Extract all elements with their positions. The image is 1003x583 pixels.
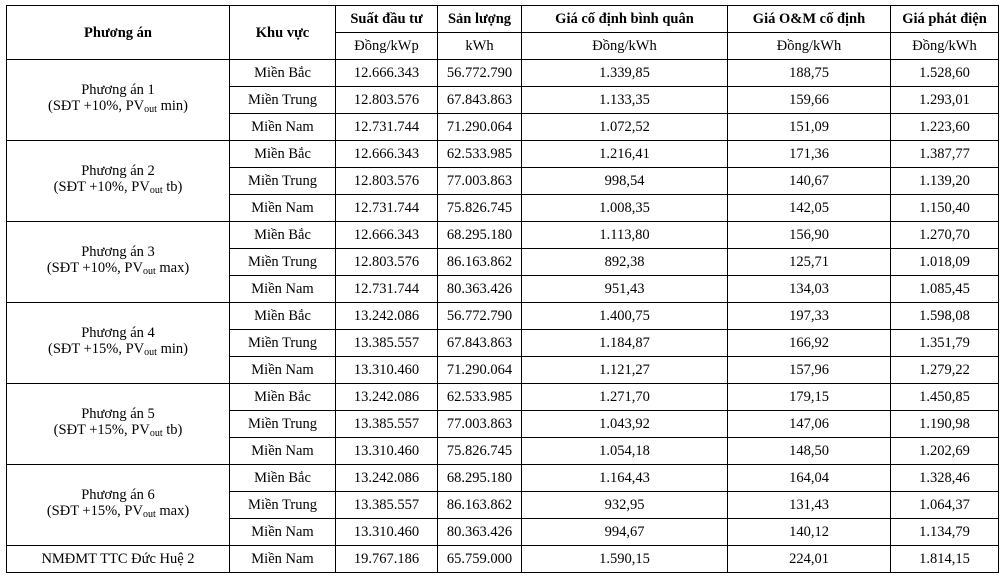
cell-suat-dau-tu: 13.242.086 [336, 465, 438, 492]
plan-desc-suffix: min) [156, 98, 188, 114]
plan-desc-prefix: (SĐT +15%, PV [48, 341, 145, 357]
cell-gia-om: 151,09 [728, 114, 891, 141]
plan-desc-suffix: tb) [162, 422, 183, 438]
plan-desc-subscript: out [142, 266, 156, 277]
cell-gia-om: 156,90 [728, 222, 891, 249]
cell-gia-phat-dien: 1.018,09 [891, 249, 999, 276]
plan-name: Phương án 2 [81, 163, 155, 179]
plan-desc-suffix: max) [155, 503, 190, 519]
cell-san-luong: 68.295.180 [438, 465, 522, 492]
cell-gia-co-dinh: 892,38 [522, 249, 728, 276]
cell-gia-phat-dien: 1.351,79 [891, 330, 999, 357]
cell-gia-co-dinh: 1.072,52 [522, 114, 728, 141]
plan-cell [7, 60, 230, 141]
cell-gia-co-dinh: 1.113,80 [522, 222, 728, 249]
cell-gia-om: 125,71 [728, 249, 891, 276]
cell-san-luong: 56.772.790 [438, 303, 522, 330]
cell-san-luong: 75.826.745 [438, 438, 522, 465]
cell-gia-om: 188,75 [728, 60, 891, 87]
cell-gia-co-dinh: 1.184,87 [522, 330, 728, 357]
cell-khu-vuc: Miền Bắc [230, 60, 336, 87]
plan-desc-suffix: tb) [162, 179, 183, 195]
cell-san-luong: 65.759.000 [438, 546, 522, 573]
cell-khu-vuc: Miền Trung [230, 168, 336, 195]
cell-khu-vuc: Miền Trung [230, 492, 336, 519]
cell-gia-phat-dien: 1.450,85 [891, 384, 999, 411]
plan-desc-prefix: (SĐT +10%, PV [53, 179, 150, 195]
header-phuong-an: Phương án [7, 6, 230, 60]
cell-suat-dau-tu: 13.310.460 [336, 438, 438, 465]
cell-suat-dau-tu: 12.731.744 [336, 114, 438, 141]
cell-san-luong: 80.363.426 [438, 276, 522, 303]
cell-gia-om: 179,15 [728, 384, 891, 411]
table-row [7, 465, 999, 492]
cell-gia-phat-dien: 1.814,15 [891, 546, 999, 573]
cell-gia-phat-dien: 1.223,60 [891, 114, 999, 141]
unit-gia-co-dinh: Đồng/kWh [522, 33, 728, 60]
plan-desc-subscript: out [149, 428, 163, 439]
cell-gia-om: 134,03 [728, 276, 891, 303]
cell-gia-co-dinh: 1.164,43 [522, 465, 728, 492]
cell-gia-om: 131,43 [728, 492, 891, 519]
cell-gia-phat-dien: 1.064,37 [891, 492, 999, 519]
cell-gia-co-dinh: 998,54 [522, 168, 728, 195]
cell-khu-vuc: Miền Nam [230, 114, 336, 141]
cell-gia-om: 164,04 [728, 465, 891, 492]
table-row-final [7, 546, 999, 573]
plan-desc-suffix: max) [155, 260, 190, 276]
plan-desc-prefix: (SĐT +15%, PV [53, 422, 150, 438]
cell-khu-vuc: Miền Nam [230, 276, 336, 303]
plan-desc-subscript: out [144, 347, 157, 358]
unit-suat-dau-tu: Đồng/kWp [336, 33, 438, 60]
cell-khu-vuc: Miền Trung [230, 411, 336, 438]
cell-gia-om: 157,96 [728, 357, 891, 384]
cell-san-luong: 71.290.064 [438, 114, 522, 141]
cell-suat-dau-tu: 12.803.576 [336, 249, 438, 276]
cell-khu-vuc: Miền Bắc [230, 384, 336, 411]
cell-gia-om: 147,06 [728, 411, 891, 438]
cell-suat-dau-tu: 13.385.557 [336, 330, 438, 357]
cell-gia-phat-dien: 1.270,70 [891, 222, 999, 249]
cell-gia-phat-dien: 1.085,45 [891, 276, 999, 303]
cell-gia-co-dinh: 1.216,41 [522, 141, 728, 168]
cell-gia-phat-dien: 1.279,22 [891, 357, 999, 384]
cell-san-luong: 75.826.745 [438, 195, 522, 222]
cell-san-luong: 67.843.863 [438, 87, 522, 114]
plan-name: Phương án 6 [81, 487, 155, 503]
cell-suat-dau-tu: 12.666.343 [336, 141, 438, 168]
header-san-luong: Sản lượng [438, 6, 522, 33]
plan-desc-prefix: (SĐT +10%, PV [46, 260, 143, 276]
unit-gia-om: Đồng/kWh [728, 33, 891, 60]
plan-name: Phương án 1 [81, 82, 155, 98]
cell-gia-phat-dien: 1.134,79 [891, 519, 999, 546]
plan-name: Phương án 4 [81, 325, 155, 341]
cell-suat-dau-tu: 12.803.576 [336, 168, 438, 195]
plan-desc-subscript: out [149, 185, 163, 196]
plan-cell [7, 141, 230, 222]
cell-gia-co-dinh: 932,95 [522, 492, 728, 519]
cell-gia-om: 171,36 [728, 141, 891, 168]
header-gia-co-dinh: Giá cố định bình quân [522, 6, 728, 33]
cell-khu-vuc: Miền Nam [230, 357, 336, 384]
header-row [7, 6, 999, 33]
cell-khu-vuc: Miền Nam [230, 546, 336, 573]
plan-desc-suffix: min) [156, 341, 188, 357]
cell-gia-phat-dien: 1.150,40 [891, 195, 999, 222]
cell-khu-vuc: Miền Trung [230, 249, 336, 276]
price-table [6, 5, 999, 573]
cell-gia-om: 140,12 [728, 519, 891, 546]
cell-gia-phat-dien: 1.202,69 [891, 438, 999, 465]
cell-gia-phat-dien: 1.328,46 [891, 465, 999, 492]
cell-khu-vuc: Miền Bắc [230, 222, 336, 249]
cell-khu-vuc: Miền Nam [230, 195, 336, 222]
cell-suat-dau-tu: 13.242.086 [336, 384, 438, 411]
cell-khu-vuc: Miền Trung [230, 330, 336, 357]
cell-san-luong: 86.163.862 [438, 249, 522, 276]
plan-cell [7, 303, 230, 384]
cell-suat-dau-tu: 12.803.576 [336, 87, 438, 114]
cell-khu-vuc: Miền Bắc [230, 303, 336, 330]
cell-gia-om: 224,01 [728, 546, 891, 573]
cell-gia-co-dinh: 1.271,70 [522, 384, 728, 411]
header-khu-vuc: Khu vực [230, 6, 336, 60]
cell-gia-om: 166,92 [728, 330, 891, 357]
cell-san-luong: 86.163.862 [438, 492, 522, 519]
table-row [7, 141, 999, 168]
cell-san-luong: 62.533.985 [438, 141, 522, 168]
cell-san-luong: 68.295.180 [438, 222, 522, 249]
cell-gia-om: 197,33 [728, 303, 891, 330]
cell-gia-co-dinh: 994,67 [522, 519, 728, 546]
cell-san-luong: 62.533.985 [438, 384, 522, 411]
cell-gia-co-dinh: 1.043,92 [522, 411, 728, 438]
table-body [7, 60, 999, 573]
cell-san-luong: 67.843.863 [438, 330, 522, 357]
plan-cell [7, 222, 230, 303]
cell-gia-om: 140,67 [728, 168, 891, 195]
cell-khu-vuc: Miền Bắc [230, 465, 336, 492]
plan-desc-prefix: (SĐT +15%, PV [46, 503, 143, 519]
table-row [7, 303, 999, 330]
cell-gia-om: 148,50 [728, 438, 891, 465]
plan-cell [7, 384, 230, 465]
plan-cell [7, 465, 230, 546]
cell-san-luong: 77.003.863 [438, 411, 522, 438]
plan-desc-prefix: (SĐT +10%, PV [48, 98, 145, 114]
cell-suat-dau-tu: 13.310.460 [336, 357, 438, 384]
cell-suat-dau-tu: 13.242.086 [336, 303, 438, 330]
cell-san-luong: 56.772.790 [438, 60, 522, 87]
unit-gia-phat-dien: Đồng/kWh [891, 33, 999, 60]
cell-gia-phat-dien: 1.598,08 [891, 303, 999, 330]
unit-san-luong: kWh [438, 33, 522, 60]
cell-san-luong: 77.003.863 [438, 168, 522, 195]
cell-gia-phat-dien: 1.293,01 [891, 87, 999, 114]
cell-suat-dau-tu: 19.767.186 [336, 546, 438, 573]
cell-san-luong: 80.363.426 [438, 519, 522, 546]
cell-suat-dau-tu: 12.731.744 [336, 276, 438, 303]
table-row [7, 384, 999, 411]
cell-suat-dau-tu: 12.666.343 [336, 222, 438, 249]
cell-gia-co-dinh: 1.008,35 [522, 195, 728, 222]
cell-khu-vuc: Miền Nam [230, 519, 336, 546]
cell-khu-vuc: Miền Trung [230, 87, 336, 114]
cell-san-luong: 71.290.064 [438, 357, 522, 384]
cell-gia-om: 159,66 [728, 87, 891, 114]
cell-gia-om: 142,05 [728, 195, 891, 222]
cell-gia-co-dinh: 1.121,27 [522, 357, 728, 384]
cell-suat-dau-tu: 13.385.557 [336, 492, 438, 519]
cell-khu-vuc: Miền Bắc [230, 141, 336, 168]
cell-suat-dau-tu: 13.385.557 [336, 411, 438, 438]
header-gia-om: Giá O&M cố định [728, 6, 891, 33]
cell-gia-co-dinh: 1.054,18 [522, 438, 728, 465]
cell-gia-phat-dien: 1.190,98 [891, 411, 999, 438]
header-gia-phat-dien: Giá phát điện [891, 6, 999, 33]
cell-suat-dau-tu: 12.731.744 [336, 195, 438, 222]
cell-suat-dau-tu: 12.666.343 [336, 60, 438, 87]
table-row [7, 222, 999, 249]
cell-gia-phat-dien: 1.387,77 [891, 141, 999, 168]
header-suat-dau-tu: Suất đầu tư [336, 6, 438, 33]
cell-gia-phat-dien: 1.528,60 [891, 60, 999, 87]
plan-desc-subscript: out [144, 104, 157, 115]
cell-gia-co-dinh: 1.133,35 [522, 87, 728, 114]
final-plan-name: NMĐMT TTC Đức Huệ 2 [7, 546, 230, 573]
cell-gia-co-dinh: 951,43 [522, 276, 728, 303]
cell-gia-co-dinh: 1.590,15 [522, 546, 728, 573]
cell-gia-co-dinh: 1.339,85 [522, 60, 728, 87]
plan-name: Phương án 3 [81, 244, 155, 260]
plan-name: Phương án 5 [81, 406, 155, 422]
cell-gia-phat-dien: 1.139,20 [891, 168, 999, 195]
document-page [6, 5, 999, 573]
plan-desc-subscript: out [142, 509, 156, 520]
cell-gia-co-dinh: 1.400,75 [522, 303, 728, 330]
cell-suat-dau-tu: 13.310.460 [336, 519, 438, 546]
cell-khu-vuc: Miền Nam [230, 438, 336, 465]
table-row [7, 60, 999, 87]
